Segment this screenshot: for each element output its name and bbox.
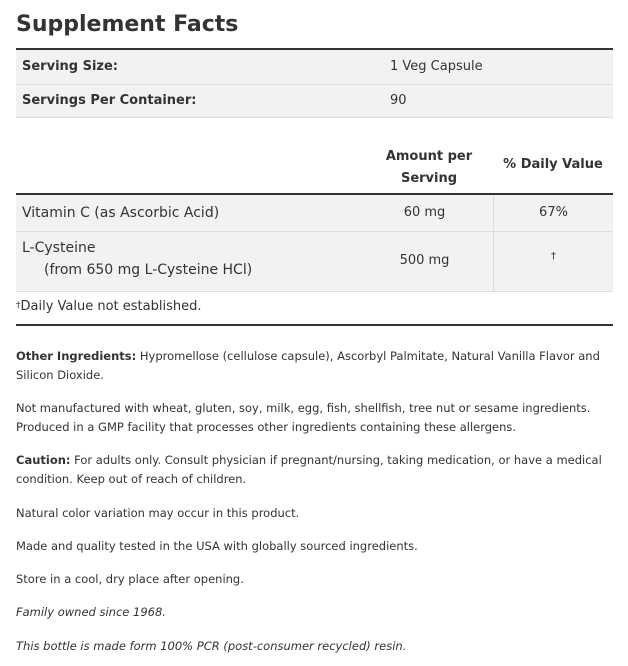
daily-value-footnote (16, 299, 201, 314)
other-ingredients-text: Hypromellose (cellulose capsule), Ascorbyl Palmitate, Natural Vanilla Flavor and Silicon Dioxide. (16, 349, 600, 382)
serving-size-row (16, 50, 613, 85)
color-variation-note: Natural color variation may occur in this product. (16, 506, 300, 520)
servings-per-container-label: Servings Per Container: (22, 93, 197, 108)
footnote-text: Daily Value not established. (20, 299, 202, 314)
panel-title: Supplement Facts (16, 12, 239, 37)
nutrient-row (16, 195, 613, 232)
allergen-note-line1: Not manufactured with wheat, gluten, soy, milk, egg, fish, shellfish, tree nut or sesame ingredients. (16, 401, 591, 415)
nutrient-name: L-Cysteine (22, 240, 96, 256)
allergen-note-line2: Produced in a GMP facility that processes other ingredients containing these allergens. (16, 420, 517, 434)
storage-note: Store in a cool, dry place after opening. (16, 572, 244, 586)
nutrient-amount: 60 mg (403, 205, 446, 220)
nutrient-name: Vitamin C (as Ascorbic Acid) (22, 205, 220, 221)
nutrient-daily-value: † (551, 251, 556, 262)
nutrient-name-block (22, 237, 252, 281)
daily-value-header: % Daily Value (503, 157, 603, 172)
servings-per-container-value: 90 (390, 93, 407, 108)
nutrient-amount: 500 mg (399, 253, 450, 268)
nutrient-source: (from 650 mg L-Cysteine HCl) (44, 262, 253, 278)
allergen-note (16, 399, 613, 437)
amount-per-serving-header (380, 146, 478, 190)
servings-per-container-row (16, 85, 613, 118)
bottom-divider (16, 324, 613, 326)
amount-header-line1: Amount per (385, 149, 473, 164)
nutrient-row (16, 232, 613, 292)
caution-label: Caution: (16, 453, 71, 467)
other-ingredients-label: Other Ingredients: (16, 349, 137, 363)
bottle-resin-note: This bottle is made form 100% PCR (post-consumer recycled) resin. (16, 639, 407, 653)
serving-size-value: 1 Veg Capsule (390, 59, 483, 74)
dagger-symbol: † (16, 301, 21, 311)
amount-header-line2: Serving (400, 171, 458, 186)
caution-note (16, 451, 613, 489)
caution-text: For adults only. Consult physician if pregnant/nursing, taking medication, or have a medical condition. Keep out of reach of children. (16, 453, 602, 486)
serving-size-label: Serving Size: (22, 59, 119, 74)
nutrient-daily-value: 67% (539, 205, 568, 220)
made-in-usa-note: Made and quality tested in the USA with globally sourced ingredients. (16, 539, 418, 553)
other-ingredients (16, 347, 613, 385)
family-owned-note: Family owned since 1968. (16, 605, 166, 619)
